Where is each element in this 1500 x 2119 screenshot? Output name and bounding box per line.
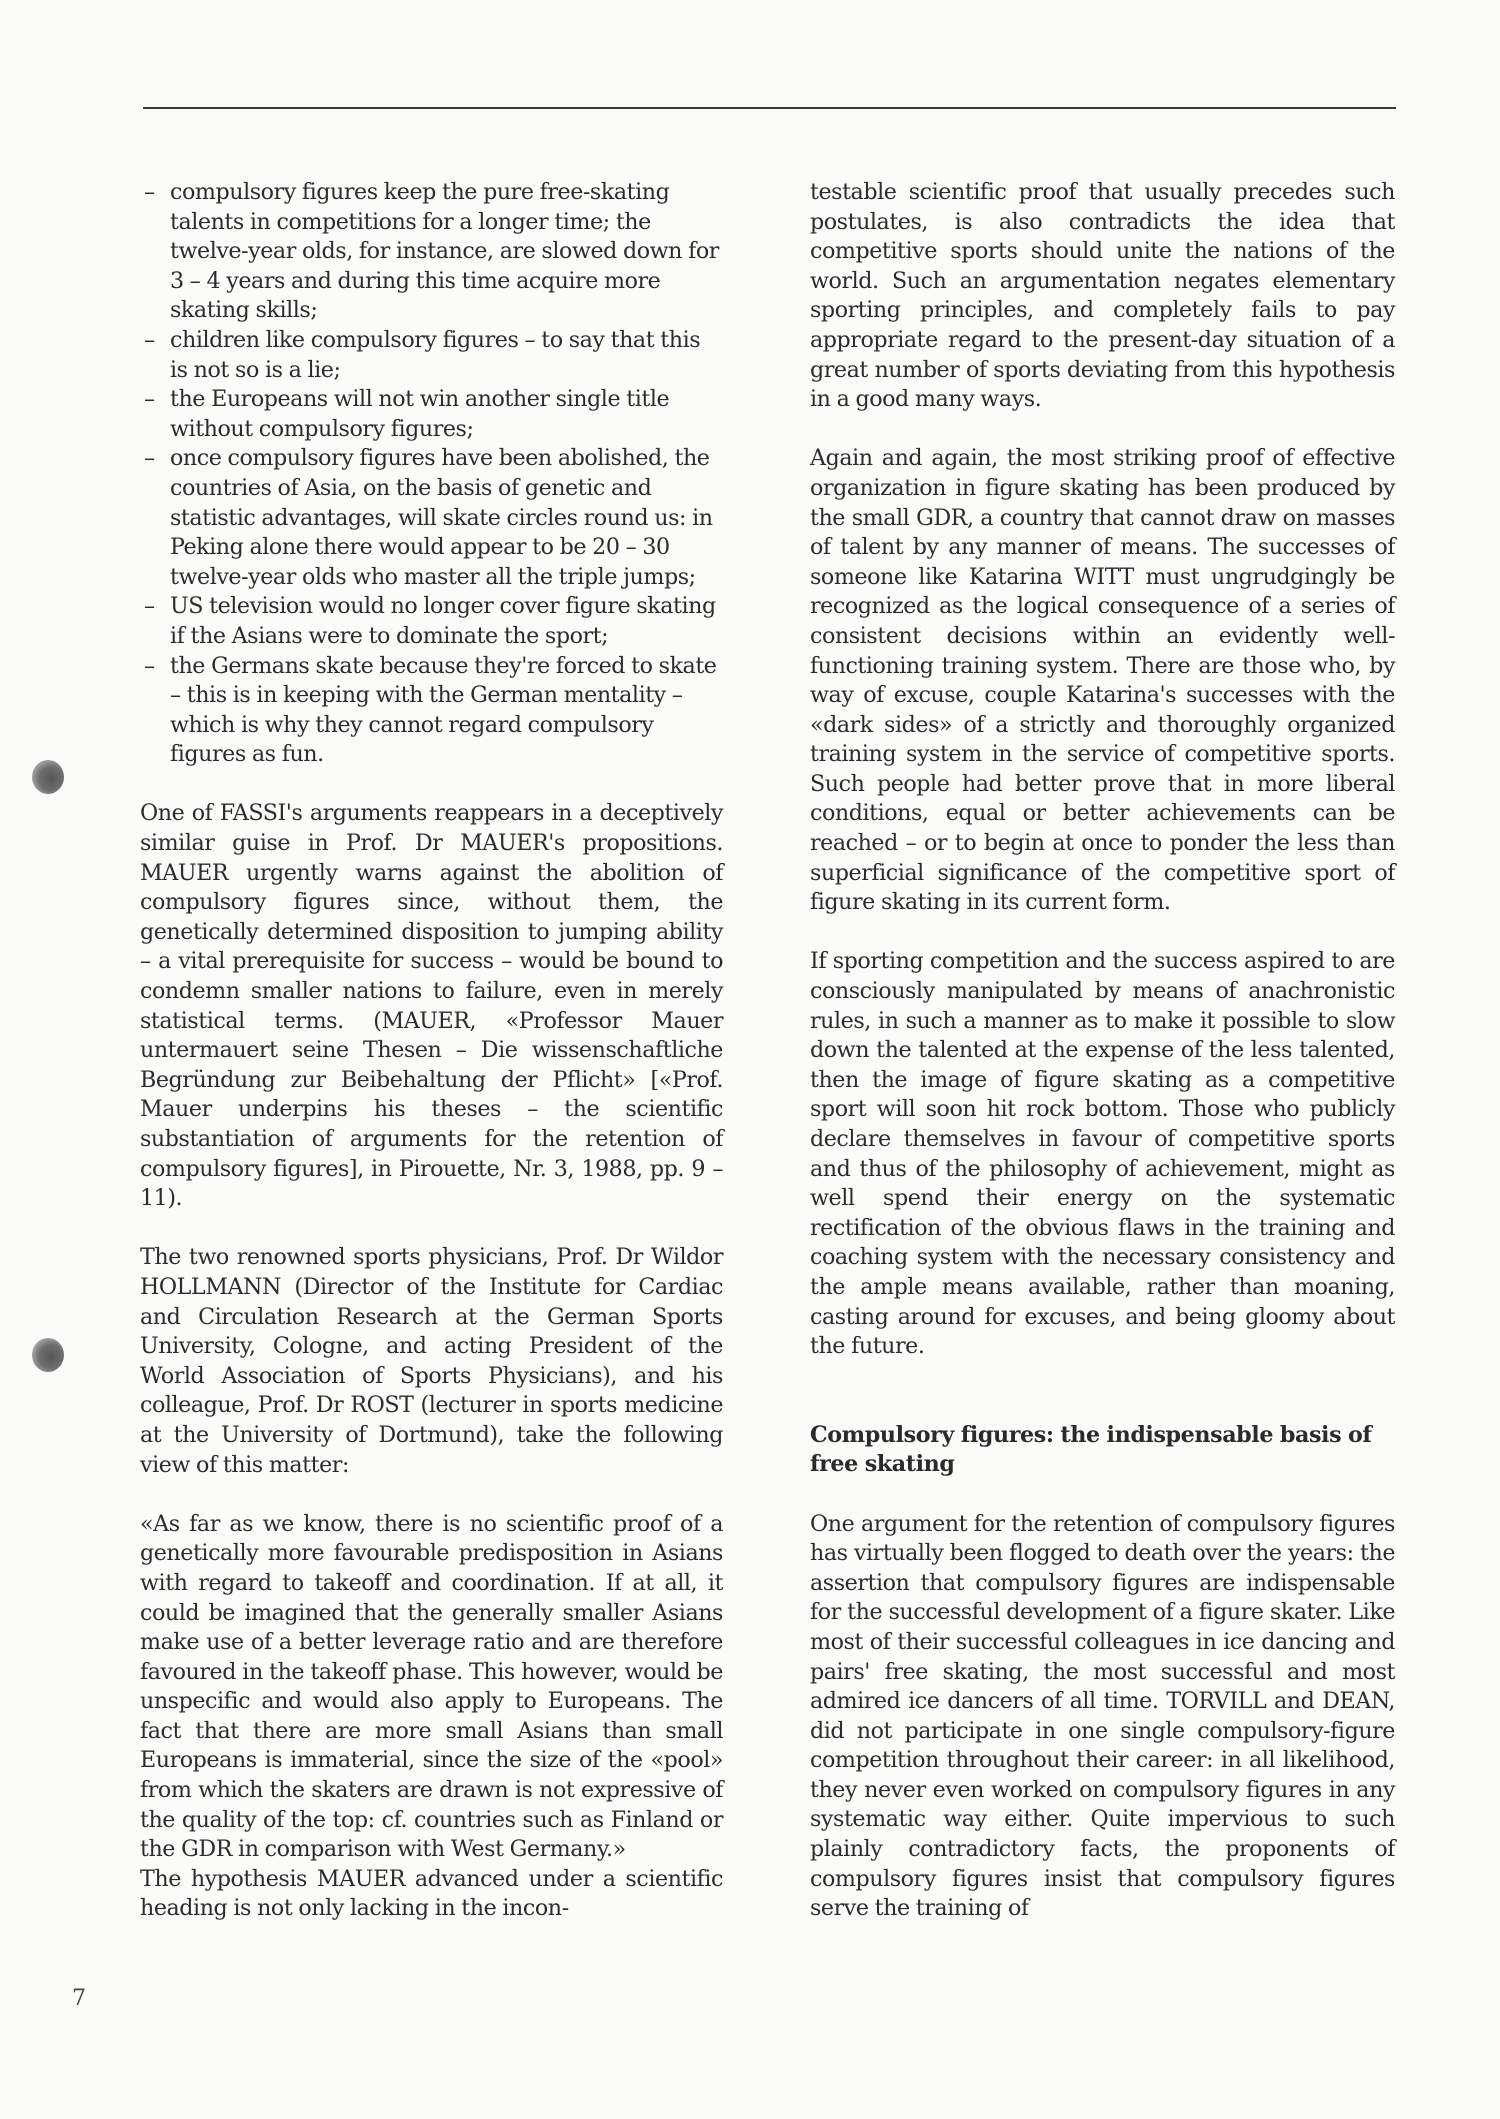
dash-bullet: – bbox=[144, 386, 155, 413]
dash-bullet: – bbox=[144, 179, 155, 205]
list-item bbox=[140, 326, 723, 385]
list-item bbox=[140, 178, 723, 326]
paragraph-gdr: Again and again, the most striking proof of effective organization in figure skating has been produced by the small GDR, a country that cannot draw on masses of talent by any manner of means. The successes of someone like Katarina WITT must ungrudgingly be recognized as the logical consequence of a series of consistent decisions within an evidently well-functioning training system. There are those who, by way of excuse, couple Katarina's successes with the «dark sides» of a strictly and thoroughly organized training system in the service of competitive sports. Such people had better prove that in more liberal conditions, equal or better achievements can be reached – or to begin at once to ponder the less than superficial significance of the competitive sport of figure skating in its current form. bbox=[810, 445, 1395, 916]
header-rule bbox=[143, 107, 1396, 109]
list-item-text: compulsory figures keep the pure free-skating talents in competitions for a longer time; the twelve-year olds, for instance, are slowed down for 3 – 4 years and during this time acquire more skating skills; bbox=[170, 179, 719, 324]
list-item-text: children like compulsory figures – to say that this is not so is a lie; bbox=[170, 326, 701, 383]
argument-list bbox=[140, 178, 723, 770]
list-item bbox=[140, 444, 723, 592]
list-item bbox=[140, 592, 723, 651]
dash-bullet: – bbox=[144, 652, 155, 679]
list-item-text: the Germans skate because they're forced to skate – this is in keeping with the German mentality – which is why they cannot regard compulsory figures as fun. bbox=[170, 652, 717, 768]
paragraph-testable-proof: testable scientific proof that usually precedes such postulates, is also contradicts the idea that competitive sports should unite the nations of the world. Such an argumentation negates elementary sporting principles, and completely fails to pay appropriate regard to the present-day situation of a great number of sports deviating from this hypothesis in a good many ways. bbox=[810, 179, 1395, 413]
paragraph-hollmann-rost: The two renowned sports physicians, Prof. Dr Wildor HOLLMANN (Director of the Institute for Cardiac and Circulation Research at the German Sports University, Cologne, and acting President of the World Association of Sports Physicians), and his colleague, Prof. Dr ROST (lecturer in sports medicine at the University of Dortmund), take the following view of this matter: bbox=[140, 1244, 723, 1478]
list-item-text: once compulsory figures have been abolished, the countries of Asia, on the basis of genetic and statistic advantages, will skate circles round us: in Peking alone there would appear to be 20 – 30 twelve-year olds who master all the triple jumps; bbox=[170, 445, 713, 590]
list-item bbox=[140, 385, 723, 444]
section-heading: Compulsory figures: the indispensable basis of free skating bbox=[810, 1421, 1372, 1478]
paragraph-one-argument: One argument for the retention of compulsory figures has virtually been flogged to death over the years: the assertion that compulsory figures are indispensable for the successful development of a figure skater. Like most of their successful colleagues in ice dancing and pairs' free skating, the most successful and most admired ice dancers of all time. TORVILL and DEAN, did not participate in one single compulsory-figure competition throughout their career: in all likelihood, they never even worked on compulsory figures in any systematic way either. Quite impervious to such plainly contradictory facts, the proponents of compulsory figures insist that compulsory figures serve the training of bbox=[810, 1510, 1395, 1922]
page-number: 7 bbox=[72, 1986, 86, 2011]
paragraph-quote: «As far as we know, there is no scientific proof of a genetically more favourable predisposition in Asians with regard to takeoff and coordination. If at all, it could be imagined that the generally smaller Asians make use of a better leverage ratio and are therefore favoured in the takeoff phase. This however, would be unspecific and would also apply to Europeans. The fact that there are more small Asians than small Europeans is immaterial, since the size of the «pool» from which the skaters are drawn is not expressive of the quality of the top: cf. countries such as Finland or the GDR in comparison with West Germany.» bbox=[140, 1510, 723, 1863]
punch-hole bbox=[32, 760, 64, 794]
list-item-text: US television would no longer cover figure skating if the Asians were to dominate the sport; bbox=[170, 593, 716, 649]
right-column bbox=[810, 178, 1395, 1953]
punch-hole bbox=[32, 1338, 64, 1372]
dash-bullet: – bbox=[144, 326, 155, 353]
dash-bullet: – bbox=[144, 593, 155, 620]
paragraph-mauer-propositions: One of FASSI's arguments reappears in a deceptively similar guise in Prof. Dr MAUER's propositions. MAUER urgently warns against the abolition of compulsory figures since, without them, the genetically determined disposition to jumping ability – a vital prerequisite for success – would be bound to condemn smaller nations to failure, even in merely statistical terms. (MAUER, «Professor Mauer untermauert seine Thesen – Die wissenschaftliche Begründung zur Beibehaltung der Pflicht» [«Prof. Mauer underpins his theses – the scientific substantiation of arguments for the retention of compulsory figures], in Pirouette, Nr. 3, 1988, pp. 9 – 11). bbox=[140, 800, 723, 1212]
list-item bbox=[140, 652, 723, 770]
list-item-text: the Europeans will not win another single title without compulsory figures; bbox=[170, 386, 670, 442]
dash-bullet: – bbox=[144, 445, 155, 472]
paragraph-sporting-competition: If sporting competition and the success aspired to are consciously manipulated by means of anachronistic rules, in such a manner as to make it possible to slow down the talented at the expense of the less talented, then the image of figure skating as a competitive sport will soon hit rock bottom. Those who publicly declare themselves in favour of competitive sports and thus of the philosophy of achievement, might as well spend their energy on the systematic rectification of the obvious flaws in the training and coaching system with the necessary consistency and the ample means available, rather than moaning, casting around for excuses, and being gloomy about the future. bbox=[810, 948, 1395, 1360]
paragraph-hypothesis: The hypothesis MAUER advanced under a scientific heading is not only lacking in the incon- bbox=[140, 1865, 723, 1922]
left-column bbox=[140, 178, 723, 1954]
